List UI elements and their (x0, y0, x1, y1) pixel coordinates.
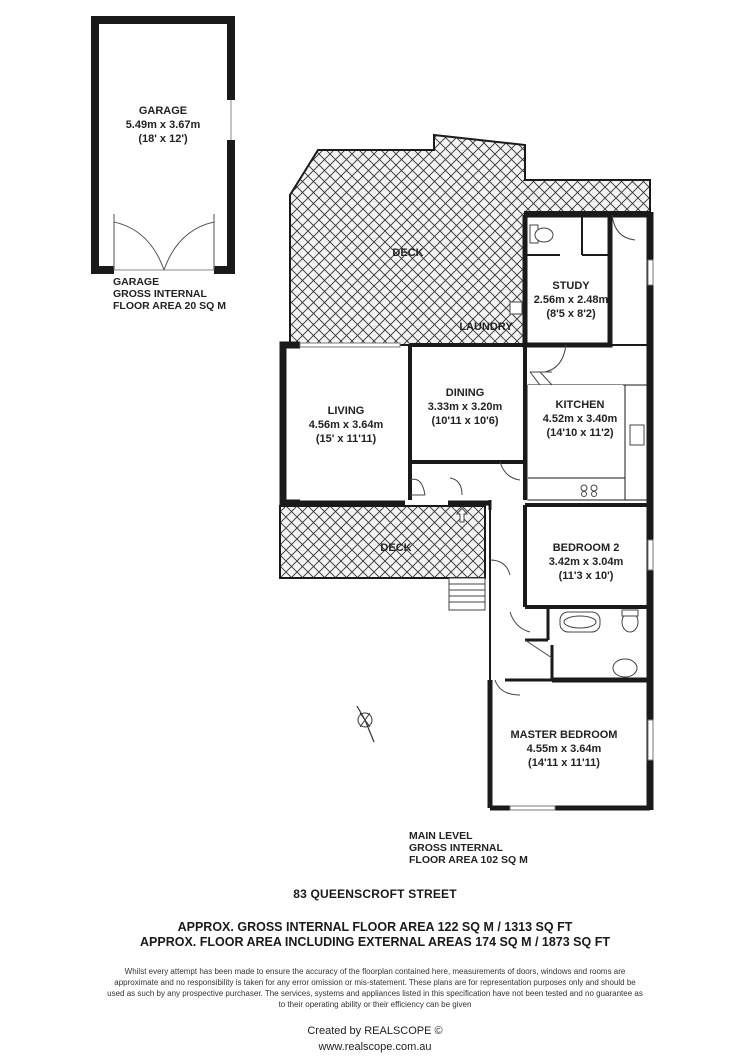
website-link[interactable]: www.realscope.com.au (318, 1041, 432, 1053)
disclaimer-text: Whilst every attempt has been made to ensure the accuracy of the floorplan contained here, measurements of doors, windows and rooms are approximate and no responsibility is taken for any error omission or mis-statement. These plans are for representation purposes only and should be used as such by any prospective purchaser. The services, systems and appliances listed in this specification have not been tested and no guarantee as to their operating ability or their efficiency can be given (107, 967, 643, 1009)
room-label-living: LIVING 4.56m x 3.64m (15' x 11'11) (308, 405, 384, 445)
room-label-kitchen: KITCHEN 4.52m x 3.40m (14'10 x 11'2) (542, 399, 618, 439)
garage-area-label: GARAGE GROSS INTERNAL FLOOR AREA 20 SQ M (113, 276, 226, 312)
main-area-label: MAIN LEVEL GROSS INTERNAL FLOOR AREA 102 SQ M (409, 830, 528, 866)
gross-area-text: APPROX. GROSS INTERNAL FLOOR AREA 122 SQ M / 1313 SQ FT (177, 920, 573, 934)
room-label-deck-main: DECK (392, 247, 424, 259)
room-label-laundry: LAUNDRY (459, 321, 513, 333)
room-label-master-bedroom: MASTER BEDROOM 4.55m x 3.64m (14'11 x 11'11) (510, 729, 618, 769)
garage-outline (95, 20, 236, 274)
room-label-dining: DINING 3.33m x 3.20m (10'11 x 10'6) (427, 387, 503, 427)
room-label-bedroom-2: BEDROOM 2 3.42m x 3.04m (11'3 x 10') (548, 542, 624, 582)
credit-line: Created by REALSCOPE © (307, 1025, 443, 1037)
room-label-garage: GARAGE 5.49m x 3.67m (18' x 12') (125, 105, 201, 145)
north-arrow-icon (357, 706, 374, 742)
street-address: 83 QUEENSCROFT STREET (293, 887, 457, 901)
stairs (449, 578, 485, 610)
room-label-study: STUDY 2.56m x 2.48m (8'5 x 8'2) (533, 280, 609, 320)
external-area-text: APPROX. FLOOR AREA INCLUDING EXTERNAL AREAS 174 SQ M / 1873 SQ FT (140, 935, 610, 949)
room-label-deck-lower: DECK (380, 542, 412, 554)
